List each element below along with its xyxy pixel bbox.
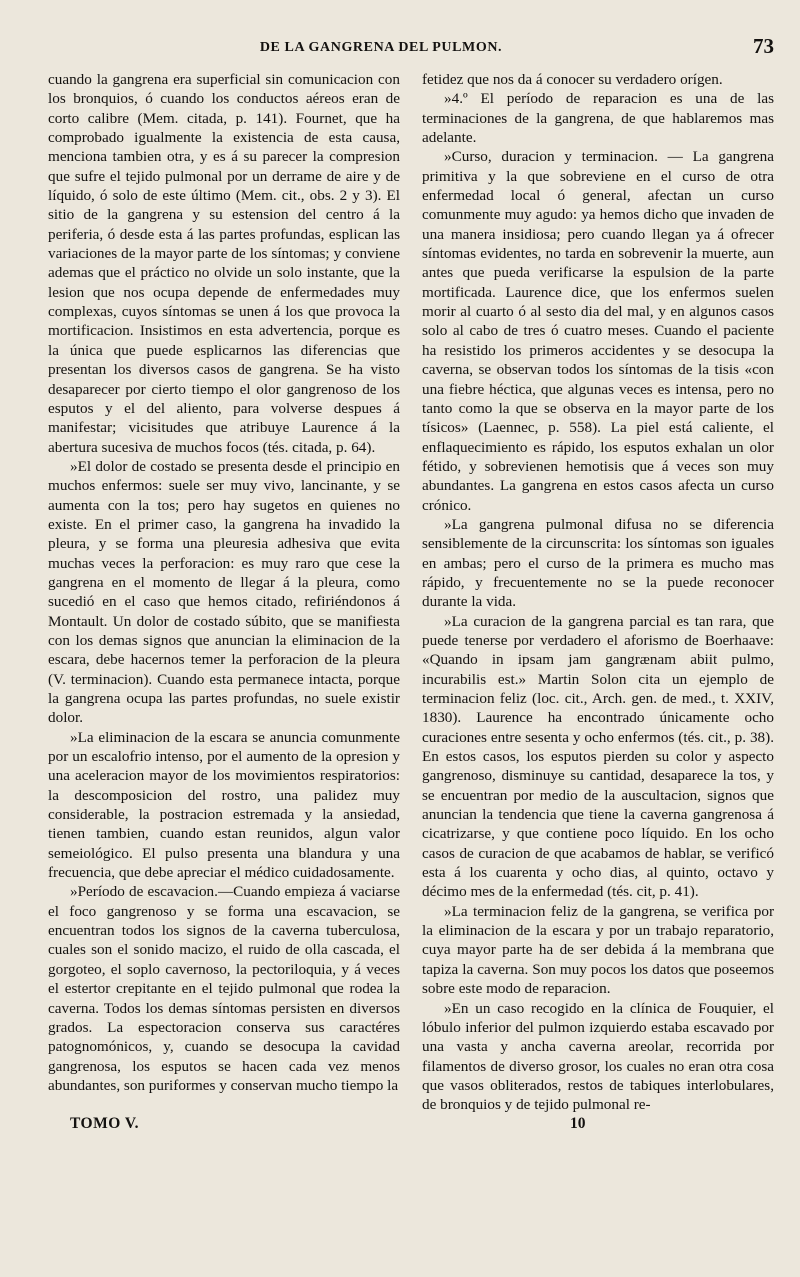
paragraph: »En un caso recogido en la clínica de Fouquier, el lóbulo inferior del pulmon izquierdo estaba escavado por una vasta y ancha caverna areolar, recorrida por filamentos de diverso grosor, los cuales no eran otra cosa que vasos obliterados, restos de tabiques interlobulares, de bronquios y de tejido pulmonal re- xyxy=(422,999,774,1114)
left-column xyxy=(48,70,400,1115)
paragraph: »4.º El período de reparacion es una de las terminaciones de la gangrena, de que hablaremos mas adelante. xyxy=(422,90,774,147)
paragraph: »El dolor de costado se presenta desde el principio en muchos enfermos: suele ser muy vivo, lancinante, y se aumenta con la tos; pero hay sugetos en quienes no existe. En el primer caso, la gangrena ha invadido la pleura, y se forma una pleuresia adhesiva que evita muchas veces la perforacion: es muy raro que cese la gangrena en el momento de llegar á la pleura, como sucedió en el caso que hemos citado, refiriéndonos á Montault. Un dolor de costado súbito, que se manifiesta con los demas signos que anuncian la eliminacion de la escara, debe hacernos temer la perforacion de la pleura (V. terminacion). Cuando esta permanece intacta, porque la gangrena ocupa las partes profundas, no suele existir dolor. xyxy=(48,457,400,727)
paragraph: »Período de escavacion.—Cuando empieza á vaciarse el foco gangrenoso y se forma una escavacion, se encuentran todos los signos de la caverna tuberculosa, cuales son el sonido macizo, el ruido de olla cascada, el gorgoteo, el soplo cavernoso, la pectoriloquia, y á veces el estertor crepitante en el tejido pulmonal que rodea la caverna. Todos los demas síntomas persisten en diversos grados. La espectoracion conserva sus caractéres patognomónicos, y, cuando se desocupa la cavidad gangrenosa, los esputos se hacen cada vez menos abundantes, son puriformes y conservan mucho tiempo la xyxy=(48,883,400,1094)
paragraph: »La terminacion feliz de la gangrena, se verifica por la eliminacion de la escara y por un trabajo reparatorio, cuya mayor parte ha de ser debida á la membrana que tapiza la caverna. Son muy pocos los datos que poseemos sobre este modo de reparacion. xyxy=(422,902,774,998)
paragraph: fetidez que nos da á conocer su verdadero orígen. xyxy=(422,71,723,88)
page-footer xyxy=(48,1115,774,1139)
right-column xyxy=(422,70,774,1115)
paragraph: »La eliminacion de la escara se anuncia comunmente por un escalofrio intenso, por el aumento de la opresion y una aceleracion mayor de los movimientos respiratorios: la descomposicion del rostro, una palidez muy considerable, la postracion estremada y la ansiedad, tienen tambien, cuando estan reunidos, algun valor semeiológico. El pulso presenta una blandura y una frecuencia, que debe apreciar el médico cuidadosamente. xyxy=(48,728,400,882)
paragraph: »La gangrena pulmonal difusa no se diferencia sensiblemente de la circunscrita: los síntomas son iguales en ambas; pero el curso de la primera es mucho mas rápido, y frecuentemente no se la puede reconocer durante la vida. xyxy=(422,515,774,611)
running-head xyxy=(48,34,774,62)
page-number: 73 xyxy=(753,34,774,58)
paragraph: »Curso, duracion y terminacion. — La gangrena primitiva y la que sobreviene en el curso de otra enfermedad local ó general, afectan un curso comunmente muy agudo: ya hemos dicho que invaden de una manera insidiosa; pero cuando llegan ya á ofrecer síntomas evidentes, no tarda en sobrevenir la muerte, aun antes que pueda verificarse la espulsion de la parte mortificada. Laurence dice, que los enfermos suelen morir al cuarto ó al sesto dia del mal, y en algunos casos solo al cabo de tres ó cuatro meses. Cuando el paciente ha resistido los primeros accidentes y se desocupa la caverna, se observan todos los síntomas de la tisis «con una fiebre héctica, que algunas veces es intensa, pero no tanto como la que se observa en la mayor parte de los tísicos» (Laennec, p. 558). La piel está caliente, el enflaquecimiento es rápido, los esputos exhalan un olor fétido, y sobrevienen hemotisis que á veces son muy abundantes. La gangrena en estos casos afecta un curso crónico. xyxy=(422,148,774,514)
sheet-number: 10 xyxy=(570,1114,586,1132)
running-title: DE LA GANGRENA DEL PULMON. xyxy=(259,40,503,55)
paragraph: cuando la gangrena era superficial sin comunicacion con los bronquios, ó cuando los conductos aéreos eran de corto calibre (Mem. citada, p. 141). Fournet, que ha comprobado igualmente la existencia de esta causa, menciona tambien otra, y es á su parecer la compresion que sufre el tejido pulmonal por un derrame de aire y de líquido, ó solo de este último (Mem. cit., obs. 2 y 3). El sitio de la gangrena y su estension del centro á la periferia, ó desde esta á las partes profundas, esplican las variaciones de la mayor parte de los síntomas; y conviene ademas que el práctico no olvide un solo instante, que la lesion que nos ocupa depende de enfermedades muy complexas, cuyos síntomas se unen á los que provoca la mortificacion. Insistimos en esta advertencia, porque es la única que puede esplicarnos las diferencias que presentan los diversos casos de gangrena. Se ha visto desaparecer por cierto tiempo el olor gangrenoso de los esputos y el del aliento, para volverse despues á manifestar; vicisitudes que atribuye Laurence á la abertura sucesiva de muchos focos (tés. citada, p. 64). xyxy=(48,71,400,456)
text-columns xyxy=(48,70,774,1115)
volume-signature: TOMO V. xyxy=(70,1114,139,1132)
paragraph: »La curacion de la gangrena parcial es tan rara, que puede tenerse por verdadero el aforismo de Boerhaave: «Quando in ipsam jam gangrænam abiit pulmo, incurabilis est.» Martin Solon cita un ejemplo de terminacion feliz (loc. cit., Arch. gen. de med., t. XXIV, 1830). Laurence ha encontrado únicamente ocho curaciones entre sesenta y ocho enfermos (tés. cit., p. 38). En estos casos, los esputos pierden su color y aspecto gangrenoso, disminuye su cantidad, desaparece la tos, y se encuentran por medio de la auscultacion, signos que anuncian la tendencia que tiene la caverna gangrenosa á cicatrizarse, y que contiene poco líquido. En los ocho casos de curacion de que acabamos de hablar, se verificó esta á los cuarenta y ocho dias, al quinto, octavo y décimo mes de la enfermedad (tés. cit, p. 41). xyxy=(422,612,774,901)
